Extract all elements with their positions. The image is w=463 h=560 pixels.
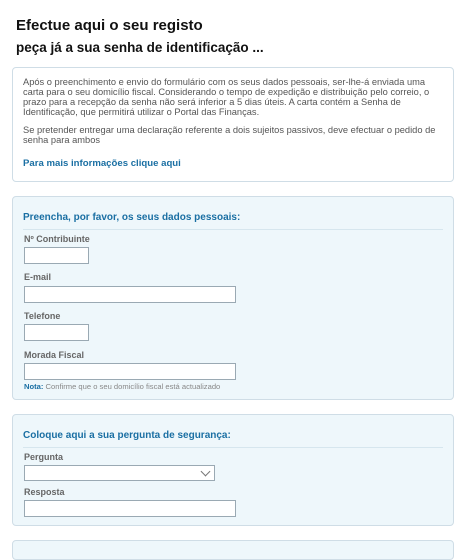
info-panel: [12, 67, 454, 182]
phone-input[interactable]: [24, 324, 89, 341]
question-select[interactable]: [24, 465, 215, 481]
more-info-link[interactable]: Para mais informações clique aqui: [23, 158, 181, 169]
security-title: Coloque aqui a sua pergunta de segurança:: [23, 415, 443, 448]
note-prefix: Nota:: [24, 382, 44, 391]
page-title: Efectue aqui o seu registo: [16, 17, 203, 34]
answer-input[interactable]: [24, 500, 236, 517]
personal-data-section: [12, 196, 454, 400]
question-label: Pergunta: [24, 452, 64, 462]
security-section: [12, 414, 454, 526]
email-label: E-mail: [24, 272, 52, 282]
email-input[interactable]: [24, 286, 236, 303]
address-note: [24, 382, 220, 391]
next-section-edge: [12, 540, 454, 560]
phone-label: Telefone: [24, 311, 61, 321]
nif-label: Nº Contribuinte: [24, 234, 90, 244]
note-text: Confirme que o seu domicílio fiscal está actualizado: [43, 382, 221, 391]
nif-input[interactable]: [24, 247, 89, 264]
page-subtitle: peça já a sua senha de identificação ...: [16, 40, 264, 55]
address-label: Morada Fiscal: [24, 350, 85, 360]
personal-data-title: Preencha, por favor, os seus dados pessoais:: [23, 197, 443, 230]
address-input[interactable]: [24, 363, 236, 380]
chevron-down-icon: [201, 467, 211, 477]
answer-label: Resposta: [24, 487, 65, 497]
info-paragraph-2: Se pretender entregar uma declaração referente a dois sujeitos passivos, deve efectuar o pedido de senha para ambos: [23, 125, 436, 145]
info-paragraph-1: Após o preenchimento e envio do formulário com os seus dados pessoais, ser-lhe-á enviada uma carta para o seu domicílio fiscal. Considerando o tempo de expedição e distribuição pelo correio, o prazo para a recepção da senha não será inferior a 5 dias úteis. A carta contém a Senha de Identificação, que permitirá utilizar o Portal das Finanças.: [23, 77, 430, 117]
